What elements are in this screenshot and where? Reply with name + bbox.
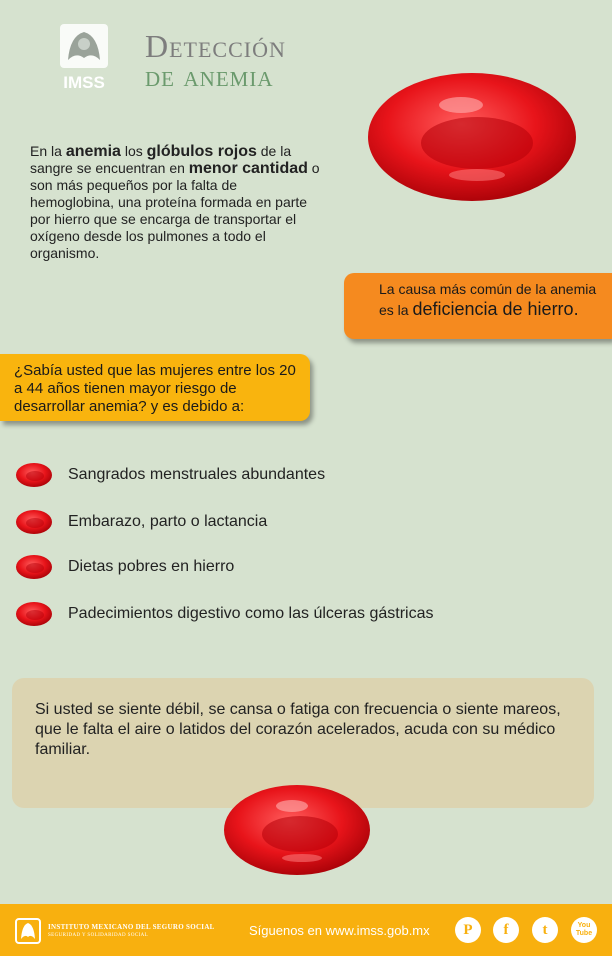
twitter-icon[interactable]: t (532, 917, 558, 943)
page-title-line2: de anemia (145, 60, 274, 93)
list-item: Dietas pobres en hierro (15, 550, 234, 584)
youtube-icon[interactable]: You Tube (571, 917, 597, 943)
imss-logo (56, 22, 112, 92)
red-cell-bullet-icon (15, 553, 53, 581)
red-blood-cell-illustration-bottom (222, 780, 372, 885)
red-cell-bullet-icon (15, 461, 53, 489)
advice-text: Si usted se siente débil, se cansa o fatiga con frecuencia o siente mareos, que le falta el aire o latidos del corazón acelerados, acuda con su médico familiar. (35, 701, 561, 758)
follow-us-link[interactable]: Síguenos en www.imss.gob.mx (249, 923, 430, 938)
intro-paragraph: En la anemia los glóbulos rojos de la sangre se encuentran en menor cantidad o son más pequeños por la falta de hemoglobina, una proteína formada en parte por hierro que se encarga de transportar el oxígeno desde los pulmones a todo el organismo. (30, 143, 320, 261)
page-title-line1: Detección (145, 28, 286, 64)
pinterest-icon[interactable]: P (455, 917, 481, 943)
red-cell-bullet-icon (15, 600, 53, 628)
footer (0, 904, 612, 956)
list-item: Embarazo, parto o lactancia (15, 505, 267, 539)
institution-subtitle: SEGURIDAD Y SOLIDARIDAD SOCIAL (48, 933, 149, 938)
red-cell-bullet-icon (15, 508, 53, 536)
cause-highlight: deficiencia de hierro. (412, 299, 579, 319)
cause-callout (344, 273, 612, 339)
institution-name: INSTITUTO MEXICANO DEL SEGURO SOCIAL (48, 923, 215, 931)
logo-text: IMSS (63, 73, 105, 92)
list-item: Padecimientos digestivo como las úlceras gástricas (15, 597, 434, 631)
facebook-icon[interactable]: f (493, 917, 519, 943)
question-callout (0, 354, 310, 421)
imss-small-logo-icon (14, 917, 42, 950)
list-item: Sangrados menstruales abundantes (15, 458, 325, 492)
red-blood-cell-illustration (365, 65, 580, 210)
cause-text: La causa más común de la anemia es la (379, 281, 597, 318)
question-text: ¿Sabía usted que las mujeres entre los 20 a 44 años tienen mayor riesgo de desarrollar anemia? y es debido a: (14, 362, 296, 415)
